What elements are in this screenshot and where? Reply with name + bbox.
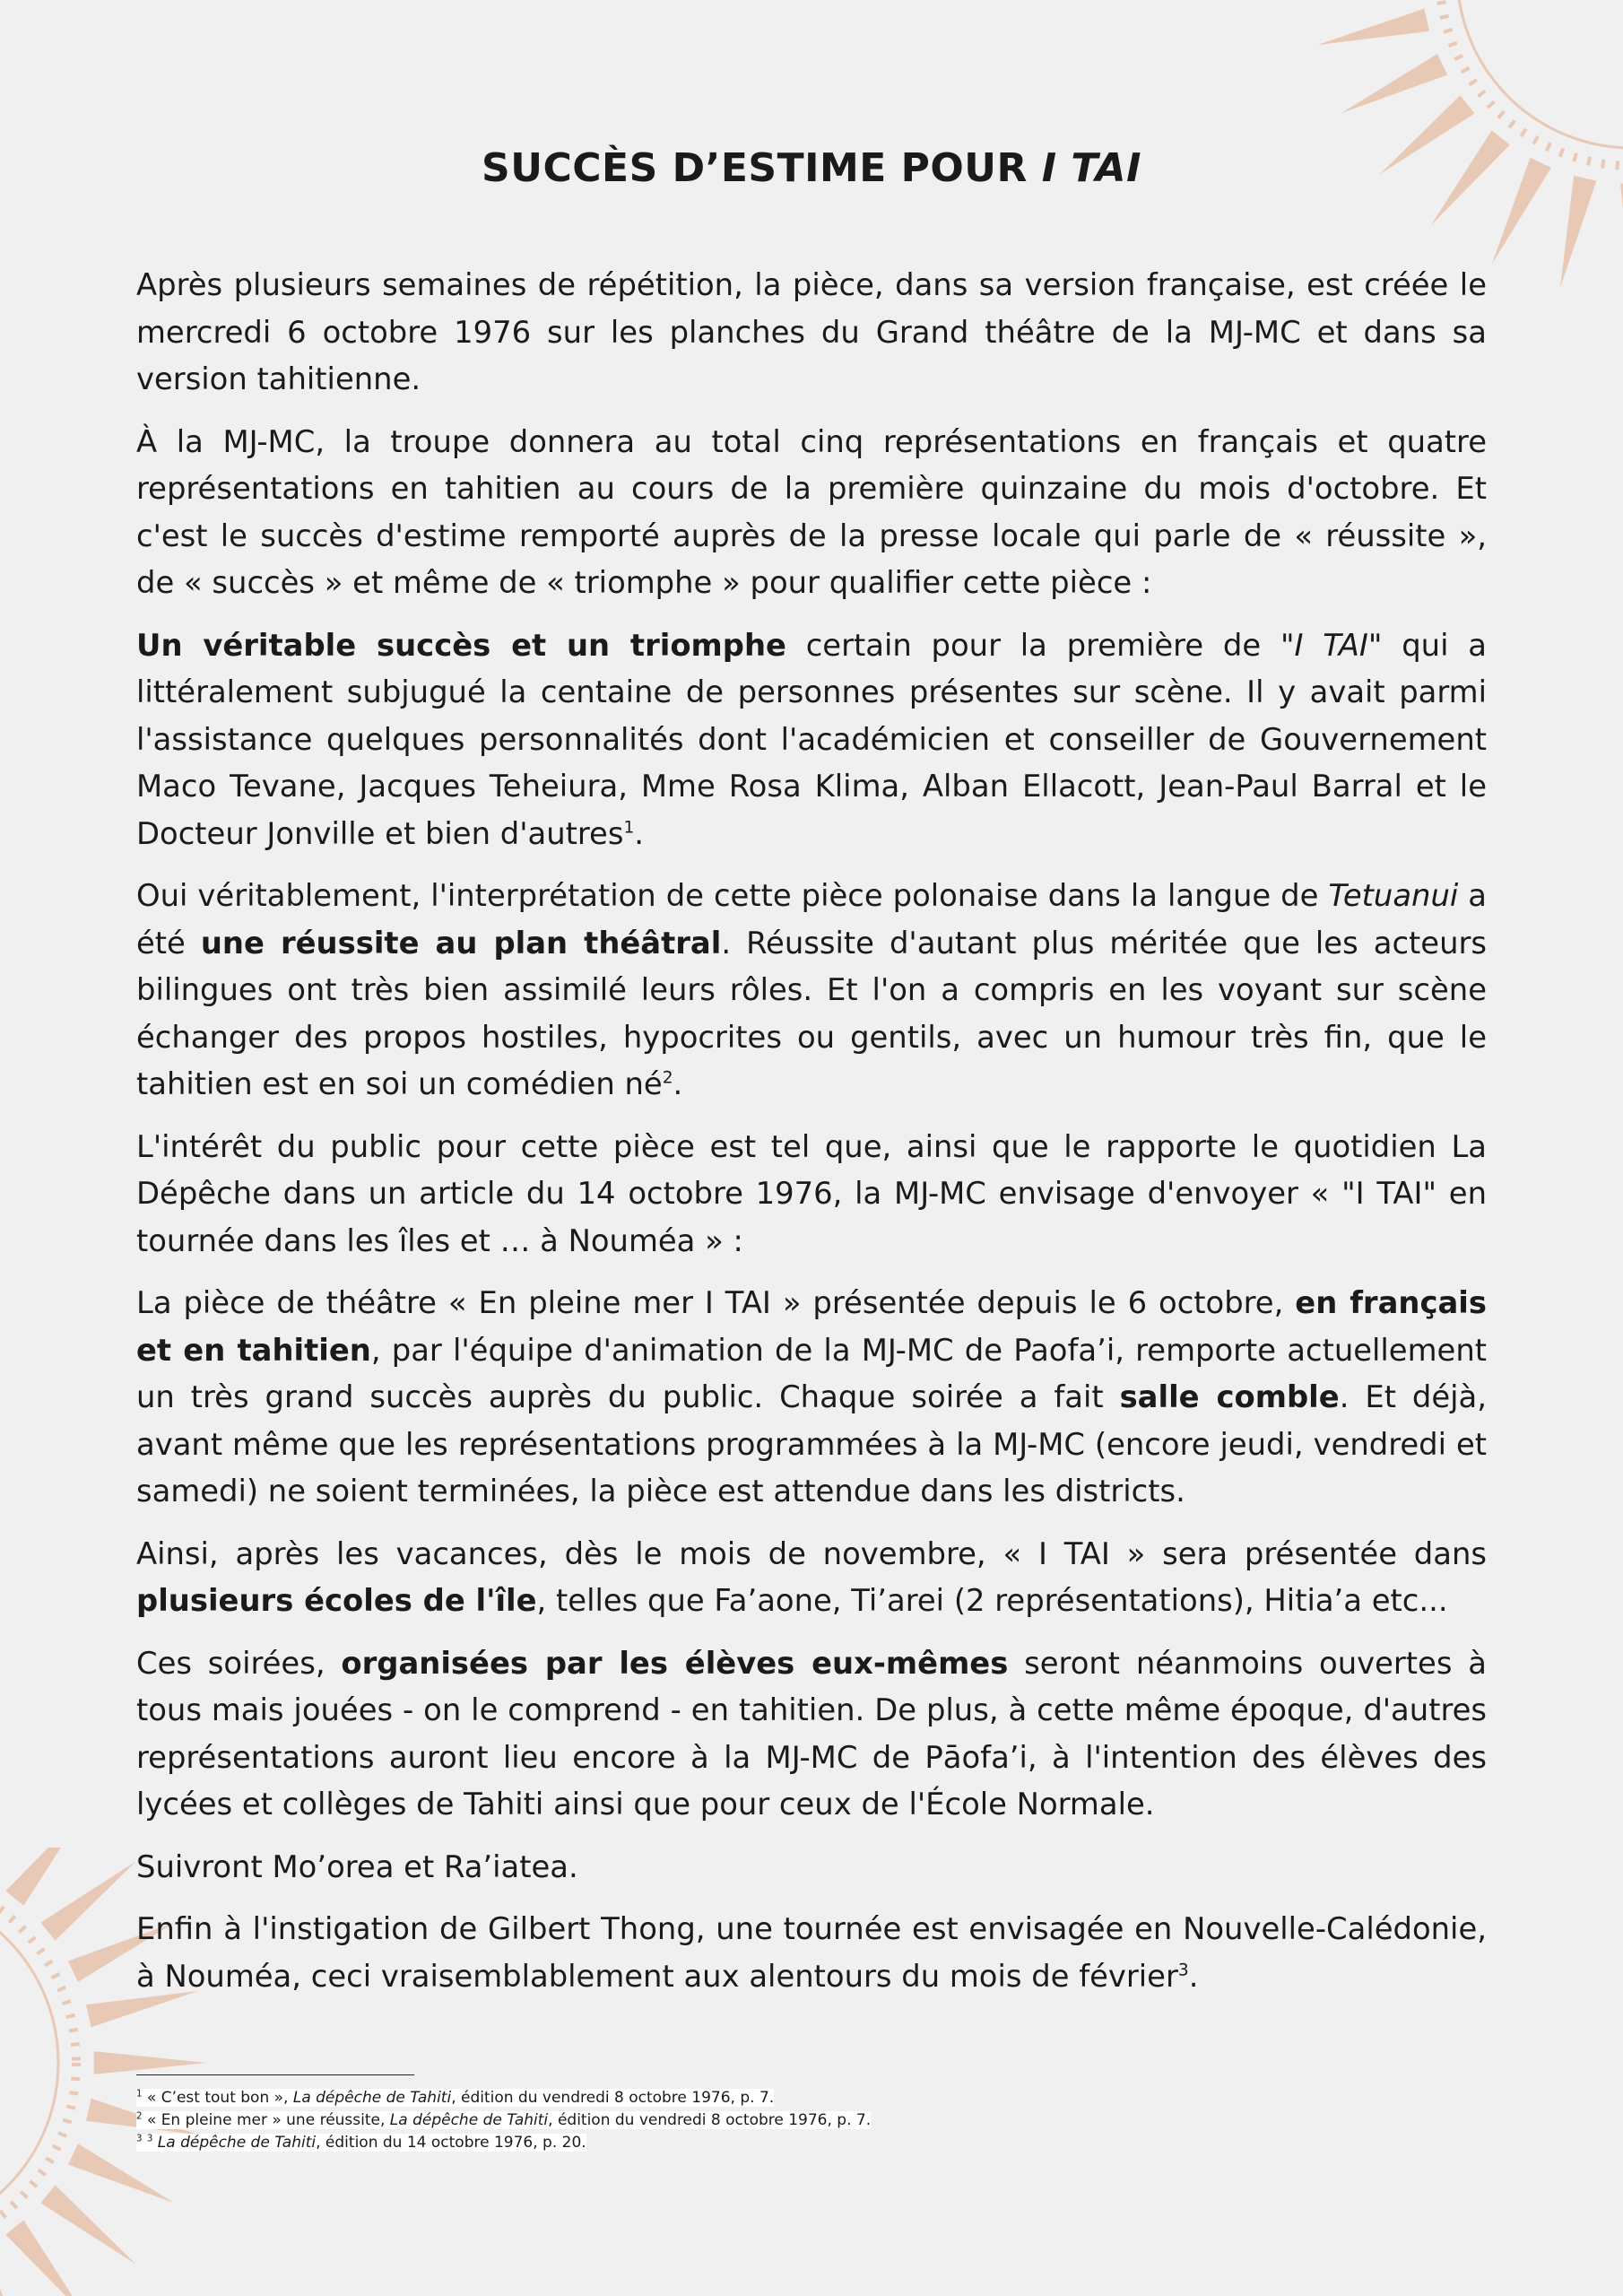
text: La pièce de théâtre « En pleine mer I TAI » présentée depuis le 6 octobre, (136, 1285, 1296, 1320)
title-prefix: SUCCÈS D’ESTIME POUR (482, 145, 1042, 191)
footnote-number: 1 (136, 2089, 143, 2100)
paragraph-7 (136, 1531, 1487, 1625)
footnote-separator (136, 2074, 414, 2075)
text: , édition du vendredi 8 octobre 1976, p. 7. (548, 2111, 872, 2129)
text: . Réussite d'autant plus méritée que les acteurs bilingues ont très bien assimilé leurs rôles. Et l'on a compris en les voyant sur scène échanger des propos hostiles, hypocrites ou gentils, avec un humour très fin, que le tahitien est en soi un comédien né (136, 925, 1487, 1101)
footnote-2 (136, 2109, 1302, 2132)
ornament-spike (0, 1848, 23, 1878)
text: seront néanmoins ouvertes à tous mais jouées - on le comprend - en tahitien. De plus, à cette même époque, d'autres représentations auront lieu encore à la MJ-MC de Pāofa’i, à l'intention des élèves des lycées et collèges de Tahiti ainsi que pour ceux de l'École Normale. (136, 1645, 1487, 1822)
italic-text: I TAI (1294, 627, 1368, 663)
text: , édition du 14 octobre 1976, p. 20. (316, 2134, 586, 2152)
footnote-1 (136, 2087, 1302, 2109)
paragraph-10 (136, 1906, 1487, 2000)
paragraph-3 (136, 622, 1487, 858)
text: " qui a littéralement subjugué la centaine de personnes présentes sur scène. Il y avait parmi l'assistance quelques personnalités dont l'académicien et conseiller de Gouvernement Maco Tevane, Jacques Teheiura, Mme Rosa Klima, Alban Ellacott, Jean-Paul Barral et le Docteur Jonville et bien d'autres (136, 627, 1487, 851)
text: certain pour la première de " (785, 627, 1295, 663)
ornament-spike (40, 2185, 135, 2264)
text: , telles que Fa’aone, Ti’arei (2 représentations), Hitia’a etc... (536, 1583, 1448, 1618)
text: Enfin à l'instigation de Gilbert Thong, une tournée est envisagée en Nouvelle-Calédonie, à Nouméa, ceci vraisemblablement aux alentours du mois de février (136, 1911, 1487, 1994)
paragraph-2: À la MJ-MC, la troupe donnera au total cinq représentations en français et quatre représentations en tahitien au cours de la première quinzaine du mois d'octobre. Et c'est le succès d'estime remporté auprès de la presse locale qui parle de « réussite », de « succès » et même de « triomphe » pour qualifier cette pièce : (136, 423, 1487, 600)
ornament-spike (0, 2248, 23, 2296)
text: Ces soirées, (136, 1645, 342, 1681)
text: , par l'équipe d'animation de la MJ-MC de Paofa’i, remporte actuellement un très grand succès auprès du public. Chaque soirée a fait (136, 1332, 1487, 1414)
footnotes (136, 2087, 1302, 2154)
ornament-spike (5, 2220, 84, 2296)
footnote-number: 2 (136, 2111, 143, 2122)
footnote-ref-2[interactable]: 2 (662, 1068, 673, 1088)
text: Oui véritablement, l'interprétation de cette pièce polonaise dans la langue de (136, 878, 1329, 913)
bold-text: une réussite au plan théâtral (200, 925, 722, 961)
ornament-spike (40, 1862, 135, 1941)
footnote-ref-1[interactable]: 1 (623, 818, 635, 838)
text: , édition du vendredi 8 octobre 1976, p. 7. (451, 2089, 775, 2107)
footnote-3 (136, 2132, 1302, 2154)
ornament-spike (5, 1848, 84, 1906)
paragraph-8 (136, 1640, 1487, 1829)
bold-text: en français et en tahitien (136, 1285, 1487, 1368)
italic-text: Tetuanui (1328, 878, 1459, 913)
italic-text: La dépêche de Tahiti (292, 2089, 452, 2107)
footnote-number: 3 (136, 2134, 143, 2144)
italic-text: La dépêche de Tahiti (389, 2111, 549, 2129)
bold-text: organisées par les élèves eux-mêmes (341, 1645, 1009, 1681)
text: . (634, 815, 645, 851)
bold-text: salle comble (1119, 1379, 1340, 1414)
text: Ainsi, après les vacances, dès le mois de novembre, « I TAI » sera présentée dans (136, 1535, 1487, 1571)
page-title (0, 142, 1623, 196)
text: a été (136, 878, 1487, 961)
paragraph-6 (136, 1280, 1487, 1516)
paragraph-5: L'intérêt du public pour cette pièce est tel que, ainsi que le rapporte le quotidien La Dépêche dans un article du 14 octobre 1976, la MJ-MC envisage d'envoyer « "I TAI" en tournée dans les îles et … à Nouméa » : (136, 1128, 1487, 1258)
text: « En pleine mer » une réussite, (142, 2111, 390, 2129)
text: « C’est tout bon », (142, 2089, 293, 2107)
ornament-ring (1457, 0, 1623, 148)
ornament-spike (94, 2051, 206, 2074)
italic-text: La dépêche de Tahiti (157, 2134, 317, 2152)
bold-text: plusieurs écoles de l'île (136, 1583, 537, 1618)
paragraph-1: Après plusieurs semaines de répétition, la pièce, dans sa version française, est créée le mercredi 6 octobre 1976 sur les planches du Grand théâtre de la MJ-MC et dans sa version tahitienne. (136, 267, 1487, 396)
paragraph-9: Suivront Mo’orea et Ra’iatea. (136, 1848, 578, 1884)
bold-text: Un véritable succès et un triomphe (136, 627, 786, 663)
text: . (1188, 1958, 1199, 1994)
paragraph-4 (136, 873, 1487, 1109)
ornament-spike (1341, 54, 1448, 113)
ornament-spike (1317, 9, 1429, 45)
title-italic: I TAI (1041, 145, 1141, 191)
article-body (136, 262, 1487, 2015)
text: . Et déjà, avant même que les représentations programmées à la MJ-MC (encore jeudi, vendredi et samedi) ne soient terminées, la pièce est attendue dans les districts. (136, 1379, 1487, 1509)
footnote-ref-3[interactable]: 3 (1177, 1961, 1189, 1980)
text: . (673, 1066, 683, 1101)
footnote-number: 3 (146, 2134, 153, 2144)
